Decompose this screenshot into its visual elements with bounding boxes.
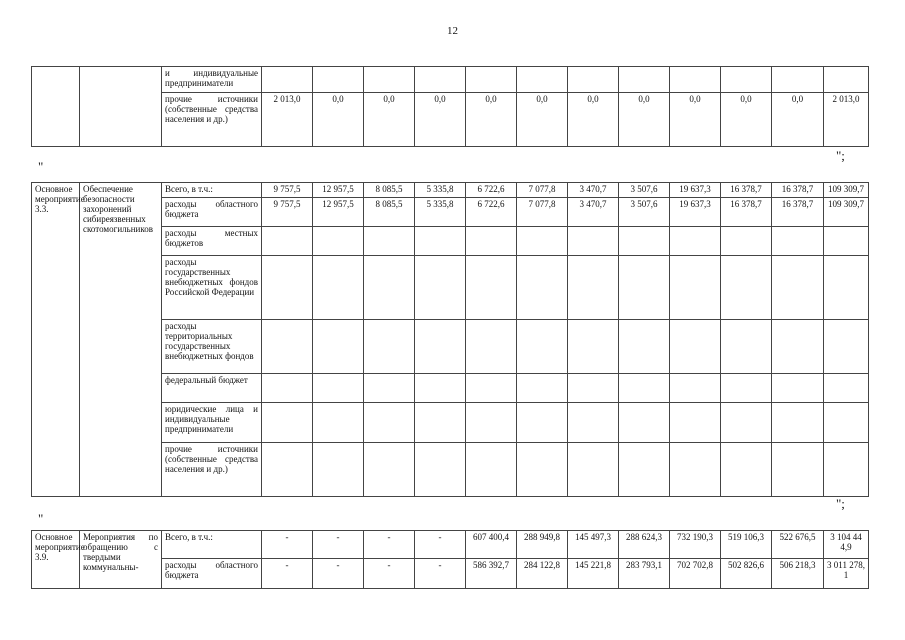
value-cell	[721, 374, 772, 403]
value-cell	[364, 443, 415, 497]
value-cell: 0,0	[466, 93, 517, 147]
budget-table-measure-3-3	[31, 182, 869, 497]
value-cell	[517, 256, 568, 320]
page-number: 12	[447, 25, 458, 37]
value-cell	[313, 374, 364, 403]
value-cell: 12 957,5	[313, 198, 364, 227]
value-cell	[670, 374, 721, 403]
value-cell: 0,0	[364, 93, 415, 147]
funding-source-label: расходы областного бюджета	[162, 198, 262, 227]
value-cell: 502 826,6	[721, 559, 772, 589]
value-cell	[824, 256, 869, 320]
value-cell	[262, 443, 313, 497]
value-cell	[721, 67, 772, 93]
value-cell	[772, 403, 824, 443]
value-cell	[772, 320, 824, 374]
table-row	[32, 67, 869, 93]
value-cell: -	[364, 559, 415, 589]
value-cell: 16 378,7	[772, 183, 824, 198]
value-cell: 16 378,7	[772, 198, 824, 227]
value-cell: 3 507,6	[619, 198, 670, 227]
value-cell	[313, 227, 364, 256]
value-cell	[670, 443, 721, 497]
measure-code-cell	[32, 67, 80, 147]
value-cell: 0,0	[313, 93, 364, 147]
funding-source-label: расходы областного бюджета	[162, 559, 262, 589]
value-cell	[415, 67, 466, 93]
value-cell	[364, 227, 415, 256]
value-cell: 3 507,6	[619, 183, 670, 198]
measure-name-cell	[80, 67, 162, 147]
value-cell	[721, 403, 772, 443]
value-cell	[517, 374, 568, 403]
value-cell	[670, 227, 721, 256]
value-cell	[313, 67, 364, 93]
value-cell	[517, 67, 568, 93]
value-cell	[568, 256, 619, 320]
value-cell: 109 309,7	[824, 183, 869, 198]
value-cell: 6 722,6	[466, 198, 517, 227]
value-cell	[262, 403, 313, 443]
value-cell	[721, 256, 772, 320]
funding-source-label: федеральный бюджет	[162, 374, 262, 403]
value-cell	[721, 320, 772, 374]
measure-name-cell: Обеспечение безопасности захоронений сибиреязвенных скотомогильников	[80, 183, 162, 497]
value-cell	[415, 227, 466, 256]
value-cell	[568, 443, 619, 497]
value-cell	[619, 374, 670, 403]
value-cell	[772, 443, 824, 497]
value-cell: 16 378,7	[721, 198, 772, 227]
value-cell	[568, 227, 619, 256]
value-cell	[415, 403, 466, 443]
value-cell	[619, 67, 670, 93]
value-cell	[415, 320, 466, 374]
value-cell: 0,0	[721, 93, 772, 147]
opening-quote: "	[38, 159, 44, 174]
value-cell	[415, 374, 466, 403]
value-cell	[262, 227, 313, 256]
funding-source-label: прочие источники (собственные средства населения и др.)	[162, 93, 262, 147]
value-cell: 2 013,0	[262, 93, 313, 147]
value-cell	[772, 256, 824, 320]
table-row	[32, 531, 869, 559]
value-cell	[824, 67, 869, 93]
value-cell: 3 470,7	[568, 183, 619, 198]
value-cell: -	[415, 531, 466, 559]
value-cell	[313, 403, 364, 443]
value-cell	[619, 403, 670, 443]
value-cell: 0,0	[415, 93, 466, 147]
value-cell: 283 793,1	[619, 559, 670, 589]
value-cell	[721, 227, 772, 256]
value-cell: 607 400,4	[466, 531, 517, 559]
value-cell	[568, 67, 619, 93]
value-cell: -	[262, 559, 313, 589]
funding-source-label: Всего, в т.ч.:	[162, 183, 262, 198]
value-cell	[619, 320, 670, 374]
value-cell	[517, 443, 568, 497]
value-cell	[824, 320, 869, 374]
funding-source-label: юридические лица и индивидуальные предприниматели	[162, 403, 262, 443]
value-cell: 145 497,3	[568, 531, 619, 559]
value-cell: 0,0	[568, 93, 619, 147]
value-cell	[313, 256, 364, 320]
value-cell: -	[415, 559, 466, 589]
value-cell: 19 637,3	[670, 183, 721, 198]
value-cell: 5 335,8	[415, 183, 466, 198]
value-cell: 0,0	[619, 93, 670, 147]
value-cell	[619, 227, 670, 256]
opening-quote: "	[38, 511, 44, 526]
value-cell	[619, 256, 670, 320]
value-cell: 16 378,7	[721, 183, 772, 198]
funding-source-label: и индивидуальные предприниматели	[162, 67, 262, 93]
value-cell: 288 624,3	[619, 531, 670, 559]
value-cell: 288 949,8	[517, 531, 568, 559]
value-cell: 145 221,8	[568, 559, 619, 589]
value-cell	[772, 374, 824, 403]
value-cell: 284 122,8	[517, 559, 568, 589]
value-cell	[772, 227, 824, 256]
value-cell: 109 309,7	[824, 198, 869, 227]
value-cell	[364, 67, 415, 93]
value-cell: 6 722,6	[466, 183, 517, 198]
value-cell: -	[364, 531, 415, 559]
value-cell	[670, 403, 721, 443]
value-cell: 0,0	[670, 93, 721, 147]
value-cell: 0,0	[772, 93, 824, 147]
value-cell	[466, 443, 517, 497]
value-cell	[313, 443, 364, 497]
value-cell	[568, 403, 619, 443]
value-cell: 5 335,8	[415, 198, 466, 227]
value-cell	[824, 403, 869, 443]
value-cell	[670, 256, 721, 320]
budget-table-continuation	[31, 66, 869, 147]
value-cell: 8 085,5	[364, 198, 415, 227]
value-cell	[262, 67, 313, 93]
value-cell	[364, 403, 415, 443]
value-cell	[721, 443, 772, 497]
closing-quote: ";	[836, 496, 845, 511]
value-cell	[262, 374, 313, 403]
funding-source-label: прочие источники (собственные средства населения и др.)	[162, 443, 262, 497]
value-cell: 7 077,8	[517, 198, 568, 227]
funding-source-label: расходы территориальных государственных внебюджетных фондов	[162, 320, 262, 374]
value-cell	[313, 320, 364, 374]
measure-code-cell: Основное мероприятие 3.9.	[32, 531, 80, 589]
value-cell	[670, 67, 721, 93]
value-cell: 3 011 278,1	[824, 559, 869, 589]
value-cell: 7 077,8	[517, 183, 568, 198]
value-cell: -	[262, 531, 313, 559]
value-cell: 506 218,3	[772, 559, 824, 589]
value-cell: -	[313, 559, 364, 589]
value-cell: 3 470,7	[568, 198, 619, 227]
value-cell: 19 637,3	[670, 198, 721, 227]
value-cell	[824, 374, 869, 403]
value-cell: 8 085,5	[364, 183, 415, 198]
funding-source-label: Всего, в т.ч.:	[162, 531, 262, 559]
value-cell	[262, 256, 313, 320]
value-cell	[262, 320, 313, 374]
table-row	[32, 183, 869, 198]
value-cell: -	[313, 531, 364, 559]
value-cell	[568, 374, 619, 403]
value-cell	[415, 256, 466, 320]
value-cell	[517, 403, 568, 443]
value-cell	[364, 374, 415, 403]
value-cell: 732 190,3	[670, 531, 721, 559]
value-cell	[466, 256, 517, 320]
value-cell: 12 957,5	[313, 183, 364, 198]
value-cell	[824, 227, 869, 256]
value-cell	[466, 374, 517, 403]
value-cell	[466, 320, 517, 374]
value-cell	[670, 320, 721, 374]
value-cell	[619, 443, 670, 497]
value-cell	[466, 67, 517, 93]
value-cell: 586 392,7	[466, 559, 517, 589]
funding-source-label: расходы местных бюджетов	[162, 227, 262, 256]
value-cell: 2 013,0	[824, 93, 869, 147]
value-cell	[824, 443, 869, 497]
value-cell: 9 757,5	[262, 183, 313, 198]
value-cell: 9 757,5	[262, 198, 313, 227]
value-cell	[466, 403, 517, 443]
value-cell	[364, 320, 415, 374]
value-cell	[517, 227, 568, 256]
value-cell: 702 702,8	[670, 559, 721, 589]
budget-table-measure-3-9	[31, 530, 869, 589]
value-cell	[517, 320, 568, 374]
value-cell	[568, 320, 619, 374]
value-cell	[466, 227, 517, 256]
value-cell: 0,0	[517, 93, 568, 147]
closing-quote: ";	[836, 148, 845, 163]
value-cell: 519 106,3	[721, 531, 772, 559]
measure-name-cell: Мероприятия по обращению с твердыми коммунальны-	[80, 531, 162, 589]
value-cell	[364, 256, 415, 320]
value-cell	[772, 67, 824, 93]
value-cell: 522 676,5	[772, 531, 824, 559]
measure-code-cell: Основное мероприятие 3.3.	[32, 183, 80, 497]
value-cell: 3 104 444,9	[824, 531, 869, 559]
funding-source-label: расходы государственных внебюджетных фондов Российской Федерации	[162, 256, 262, 320]
value-cell	[415, 443, 466, 497]
